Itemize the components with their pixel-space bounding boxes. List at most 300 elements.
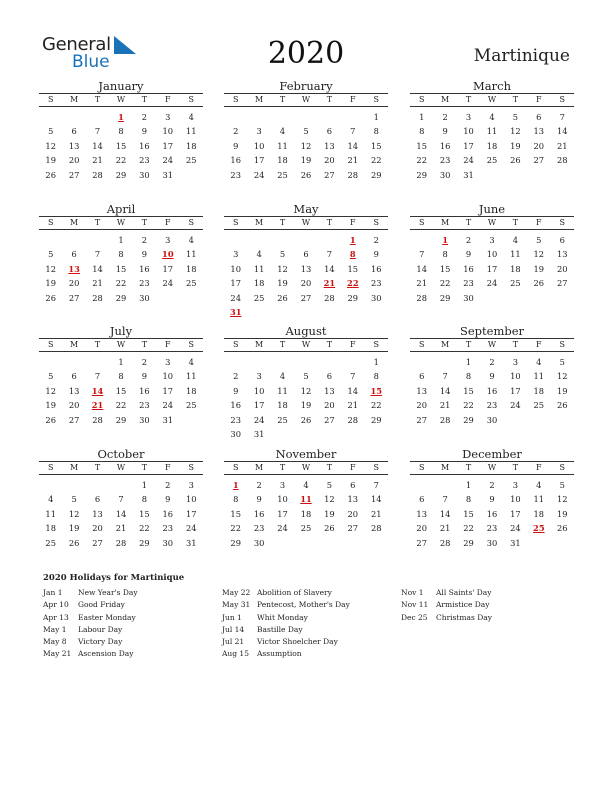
day-cell: 7 [442,494,448,505]
day-cell: 24 [230,292,241,303]
day-cell: 20 [68,278,80,289]
day-cell: 31 [162,169,174,180]
holiday-column [222,587,350,661]
day-cell: 9 [489,494,495,505]
holiday-day: 8 [349,249,356,260]
day-cell: 23 [486,400,498,411]
day-cell: 17 [253,155,265,166]
day-cell: 6 [536,112,542,122]
day-cell: 7 [559,112,565,122]
day-cell: 16 [253,508,265,519]
day-cell: 27 [68,292,80,303]
day-cell: 25 [533,400,545,411]
holiday-item [43,599,138,611]
holiday-day: 10 [162,249,174,260]
month-name: September [459,324,525,338]
weekday-label: S [47,218,54,227]
day-cell: 30 [370,292,382,303]
day-cell: 17 [463,140,474,151]
day-cell: 12 [510,126,521,137]
day-blank [62,233,85,247]
holiday-date: Aug 15 [222,649,249,659]
day-cell: 25 [300,523,312,534]
day-cell: 18 [277,400,288,411]
day-cell: 14 [439,508,451,519]
page-header [0,0,612,80]
day-cell: 16 [139,140,150,151]
day-cell: 23 [139,400,150,411]
day-cell: 2 [141,235,148,245]
day-cell: 19 [300,400,312,411]
day-cell: 6 [559,235,565,245]
month-name: December [462,447,522,461]
holiday-item [222,648,350,660]
day-cell: 20 [416,400,427,411]
day-cell: 20 [556,263,568,274]
weekday-header [410,338,574,352]
holiday-date: Jul 21 [222,637,245,647]
holiday-date: Jul 14 [222,624,245,634]
weekday-label: W [116,218,126,227]
weekday-label: M [441,463,450,472]
weekday-label: F [165,95,171,104]
day-cell: 5 [536,235,542,245]
weekday-label: M [255,463,264,472]
day-cell: 2 [141,357,148,367]
weekday-label: S [47,340,54,349]
weekday-header [224,216,388,230]
weekday-label: S [373,340,379,349]
day-cell: 19 [45,155,56,166]
day-cell: 17 [162,263,174,274]
holiday-date: Dec 25 [401,612,428,622]
day-cell: 12 [45,263,56,274]
day-cell: 11 [253,263,265,274]
weekday-label: F [350,463,356,472]
day-cell: 11 [510,249,521,260]
weekday-label: T [512,95,519,104]
weekday-label: T [141,218,148,227]
day-cell: 11 [185,249,197,260]
holiday-item [222,599,350,611]
day-cell: 5 [512,112,519,122]
day-blank [318,233,341,247]
day-cell: 5 [48,126,54,137]
weekday-label: M [255,340,264,349]
day-cell: 24 [253,414,265,425]
day-cell: 30 [162,537,174,548]
day-cell: 18 [510,263,521,274]
day-grid [410,478,574,550]
day-cell: 1 [373,357,379,367]
day-cell: 2 [165,480,171,490]
holiday-name: Christmas Day [436,612,492,622]
month-november [224,447,388,550]
day-cell: 11 [533,494,545,505]
weekday-label: T [94,463,101,472]
holiday-columns [43,587,583,667]
day-cell: 20 [533,140,545,151]
day-cell: 25 [277,169,288,180]
month-name: May [293,202,319,216]
day-cell: 24 [510,400,521,411]
weekday-label: S [47,95,54,104]
holiday-day: 1 [442,235,449,245]
holiday-name: All Saints' Day [436,588,492,597]
weekday-label: T [94,95,101,104]
day-cell: 9 [489,371,495,382]
day-cell: 10 [277,494,288,505]
day-cell: 26 [556,523,568,534]
day-cell: 5 [48,371,54,382]
day-cell: 28 [324,292,335,303]
day-cell: 23 [439,155,451,166]
day-cell: 28 [370,523,382,534]
day-cell: 14 [324,263,335,274]
weekday-label: F [536,95,542,104]
holiday-date: Apr 10 [43,600,69,610]
day-cell: 14 [347,140,359,151]
holiday-column [43,587,138,661]
month-january [39,79,203,182]
day-cell: 4 [303,480,309,490]
day-cell: 17 [277,508,288,519]
day-cell: 2 [489,357,495,367]
day-cell: 22 [370,400,382,411]
day-cell: 16 [463,263,474,274]
day-cell: 18 [533,508,545,519]
weekday-label: S [232,463,239,472]
weekday-label: M [441,218,450,227]
weekday-label: M [70,218,79,227]
day-cell: 9 [141,249,148,260]
holiday-date: May 21 [43,649,72,659]
day-cell: 28 [439,537,451,548]
day-cell: 17 [162,140,174,151]
holiday-name: Easter Monday [78,612,136,622]
day-grid [410,355,574,427]
day-cell: 28 [115,537,127,548]
day-cell: 13 [533,126,545,137]
day-cell: 20 [324,400,335,411]
holiday-day: 25 [533,523,545,534]
month-may [224,202,388,319]
weekday-label: S [559,95,565,104]
weekday-header [39,338,203,352]
day-cell: 16 [162,508,174,519]
day-cell: 19 [556,508,568,519]
day-grid [224,478,388,550]
holiday-date: Nov 1 [401,588,424,597]
day-cell: 7 [94,126,101,137]
day-cell: 28 [347,169,359,180]
day-cell: 26 [324,523,335,534]
day-cell: 3 [188,480,194,490]
day-cell: 6 [71,126,77,137]
day-cell: 5 [48,249,54,260]
day-cell: 19 [556,385,568,396]
day-cell: 24 [486,278,498,289]
holiday-name: Good Friday [78,600,125,610]
month-name: February [279,79,333,93]
day-cell: 4 [536,357,542,367]
holiday-name: Armistice Day [436,600,490,610]
day-cell: 14 [439,385,451,396]
day-cell: 1 [118,235,124,245]
day-cell: 22 [115,400,127,411]
day-cell: 18 [185,140,197,151]
day-cell: 22 [115,155,127,166]
day-cell: 25 [185,155,197,166]
day-cell: 17 [253,400,265,411]
holiday-day: 22 [347,278,359,289]
day-cell: 22 [115,278,127,289]
day-cell: 9 [373,249,379,260]
day-blank [294,233,317,247]
day-cell: 2 [233,371,239,382]
day-cell: 26 [300,414,312,425]
month-june [410,202,574,305]
day-cell: 31 [185,537,197,548]
day-cell: 22 [139,523,150,534]
day-cell: 28 [92,414,103,425]
weekday-label: F [165,463,171,472]
day-cell: 14 [416,263,427,274]
day-cell: 26 [510,155,521,166]
weekday-label: M [70,340,79,349]
day-cell: 20 [300,278,312,289]
day-cell: 8 [118,249,124,260]
day-cell: 10 [486,249,498,260]
day-cell: 31 [162,414,174,425]
day-cell: 8 [373,371,379,382]
day-cell: 27 [92,537,103,548]
weekday-header [224,338,388,352]
weekday-label: T [326,340,333,349]
holiday-item [43,636,138,648]
holiday-item [43,587,138,599]
holiday-name: Labour Day [78,624,123,634]
day-cell: 6 [419,494,425,505]
day-blank [271,355,294,369]
month-name: April [106,202,136,216]
day-cell: 31 [463,169,474,180]
day-cell: 27 [347,523,359,534]
day-cell: 3 [165,112,171,122]
weekday-label: M [441,340,450,349]
day-cell: 11 [277,140,288,151]
day-blank [247,233,270,247]
day-blank [433,355,456,369]
day-grid [39,478,203,550]
day-cell: 21 [347,400,359,411]
day-cell: 3 [279,480,286,490]
day-blank [86,110,109,124]
day-cell: 26 [533,278,545,289]
day-grid [224,233,388,319]
day-cell: 1 [141,480,148,490]
weekday-label: T [141,340,148,349]
weekday-label: F [350,95,356,104]
weekday-label: T [94,218,101,227]
weekday-label: S [188,340,194,349]
day-cell: 16 [230,400,241,411]
weekday-label: T [465,463,472,472]
day-cell: 24 [162,278,174,289]
day-cell: 6 [326,126,333,137]
weekday-label: M [255,95,264,104]
day-cell: 17 [510,508,521,519]
day-cell: 10 [463,126,474,137]
day-cell: 21 [115,523,127,534]
weekday-label: M [441,95,450,104]
day-blank [62,355,85,369]
day-cell: 24 [162,155,174,166]
day-cell: 8 [141,494,148,505]
weekday-label: S [418,95,425,104]
day-cell: 4 [256,249,262,260]
day-grid [224,355,388,441]
day-cell: 6 [350,480,356,490]
page-title-year: 2020 [267,36,345,71]
day-cell: 20 [347,508,359,519]
day-cell: 23 [139,155,150,166]
holiday-item [401,612,492,624]
day-cell: 30 [139,169,150,180]
day-cell: 19 [68,523,80,534]
month-name: January [98,79,144,93]
day-cell: 2 [442,112,448,122]
day-blank [247,355,270,369]
day-cell: 7 [350,126,356,137]
day-cell: 9 [141,371,148,382]
day-cell: 6 [71,249,77,260]
weekday-label: F [536,463,542,472]
weekday-header [224,461,388,475]
day-cell: 23 [370,278,382,289]
day-cell: 2 [489,480,495,490]
holiday-day: 31 [229,306,242,317]
day-cell: 10 [253,385,265,396]
day-cell: 4 [188,235,194,245]
month-september [410,324,574,427]
day-grid [39,110,203,182]
day-grid [410,233,574,305]
day-cell: 30 [139,414,150,425]
day-cell: 21 [439,400,451,411]
day-cell: 1 [465,357,472,367]
day-cell: 5 [326,480,333,490]
day-cell: 23 [162,523,174,534]
weekday-label: S [418,340,425,349]
day-cell: 25 [277,414,288,425]
day-cell: 27 [300,292,312,303]
day-blank [294,110,317,124]
day-cell: 3 [165,235,171,245]
weekday-label: T [279,95,286,104]
day-cell: 11 [486,126,498,137]
day-cell: 31 [510,537,521,548]
holiday-date: Jan 1 [43,588,63,597]
day-blank [224,233,247,247]
weekday-label: S [373,95,379,104]
weekday-header [224,93,388,107]
day-cell: 13 [324,385,335,396]
weekday-label: S [188,95,194,104]
day-cell: 1 [465,480,472,490]
weekday-label: S [559,218,565,227]
weekday-label: T [94,340,101,349]
day-cell: 4 [188,112,194,122]
day-cell: 12 [556,494,568,505]
day-cell: 3 [465,112,472,122]
day-cell: 17 [230,278,241,289]
weekday-label: T [465,340,472,349]
day-cell: 29 [370,414,382,425]
day-cell: 19 [45,400,56,411]
day-cell: 27 [556,278,568,289]
day-cell: 29 [115,292,127,303]
weekday-label: S [188,218,194,227]
weekday-label: M [70,463,79,472]
day-cell: 27 [68,169,80,180]
day-cell: 25 [253,292,265,303]
day-cell: 18 [300,508,312,519]
day-cell: 13 [416,508,427,519]
day-cell: 16 [486,508,498,519]
month-name: October [97,447,145,461]
day-cell: 6 [94,494,101,505]
day-cell: 25 [510,278,521,289]
day-blank [410,233,433,247]
day-cell: 11 [185,371,197,382]
day-cell: 28 [92,169,103,180]
holiday-list-title: 2020 Holidays for Martinique [43,573,185,583]
day-cell: 27 [324,169,335,180]
weekday-label: S [418,218,425,227]
day-cell: 21 [92,278,103,289]
day-cell: 28 [92,292,103,303]
day-cell: 5 [279,249,286,260]
day-cell: 30 [486,537,498,548]
day-cell: 8 [465,494,472,505]
day-cell: 8 [373,126,379,137]
weekday-header [410,461,574,475]
day-cell: 8 [465,371,472,382]
weekday-label: S [373,463,379,472]
day-blank [86,233,109,247]
weekday-label: W [301,218,311,227]
holiday-day: 11 [300,494,312,505]
day-cell: 12 [45,385,56,396]
day-cell: 19 [510,140,521,151]
month-february [224,79,388,182]
day-cell: 7 [373,480,379,490]
weekday-label: T [326,463,333,472]
day-cell: 23 [486,523,498,534]
weekday-label: W [487,218,497,227]
day-cell: 29 [139,537,150,548]
day-cell: 1 [373,112,379,122]
weekday-label: S [232,340,239,349]
day-cell: 7 [118,494,124,505]
day-grid [224,110,388,182]
day-cell: 4 [48,494,54,505]
day-cell: 10 [185,494,197,505]
day-cell: 29 [115,169,127,180]
day-cell: 18 [486,140,498,151]
weekday-label: T [279,340,286,349]
